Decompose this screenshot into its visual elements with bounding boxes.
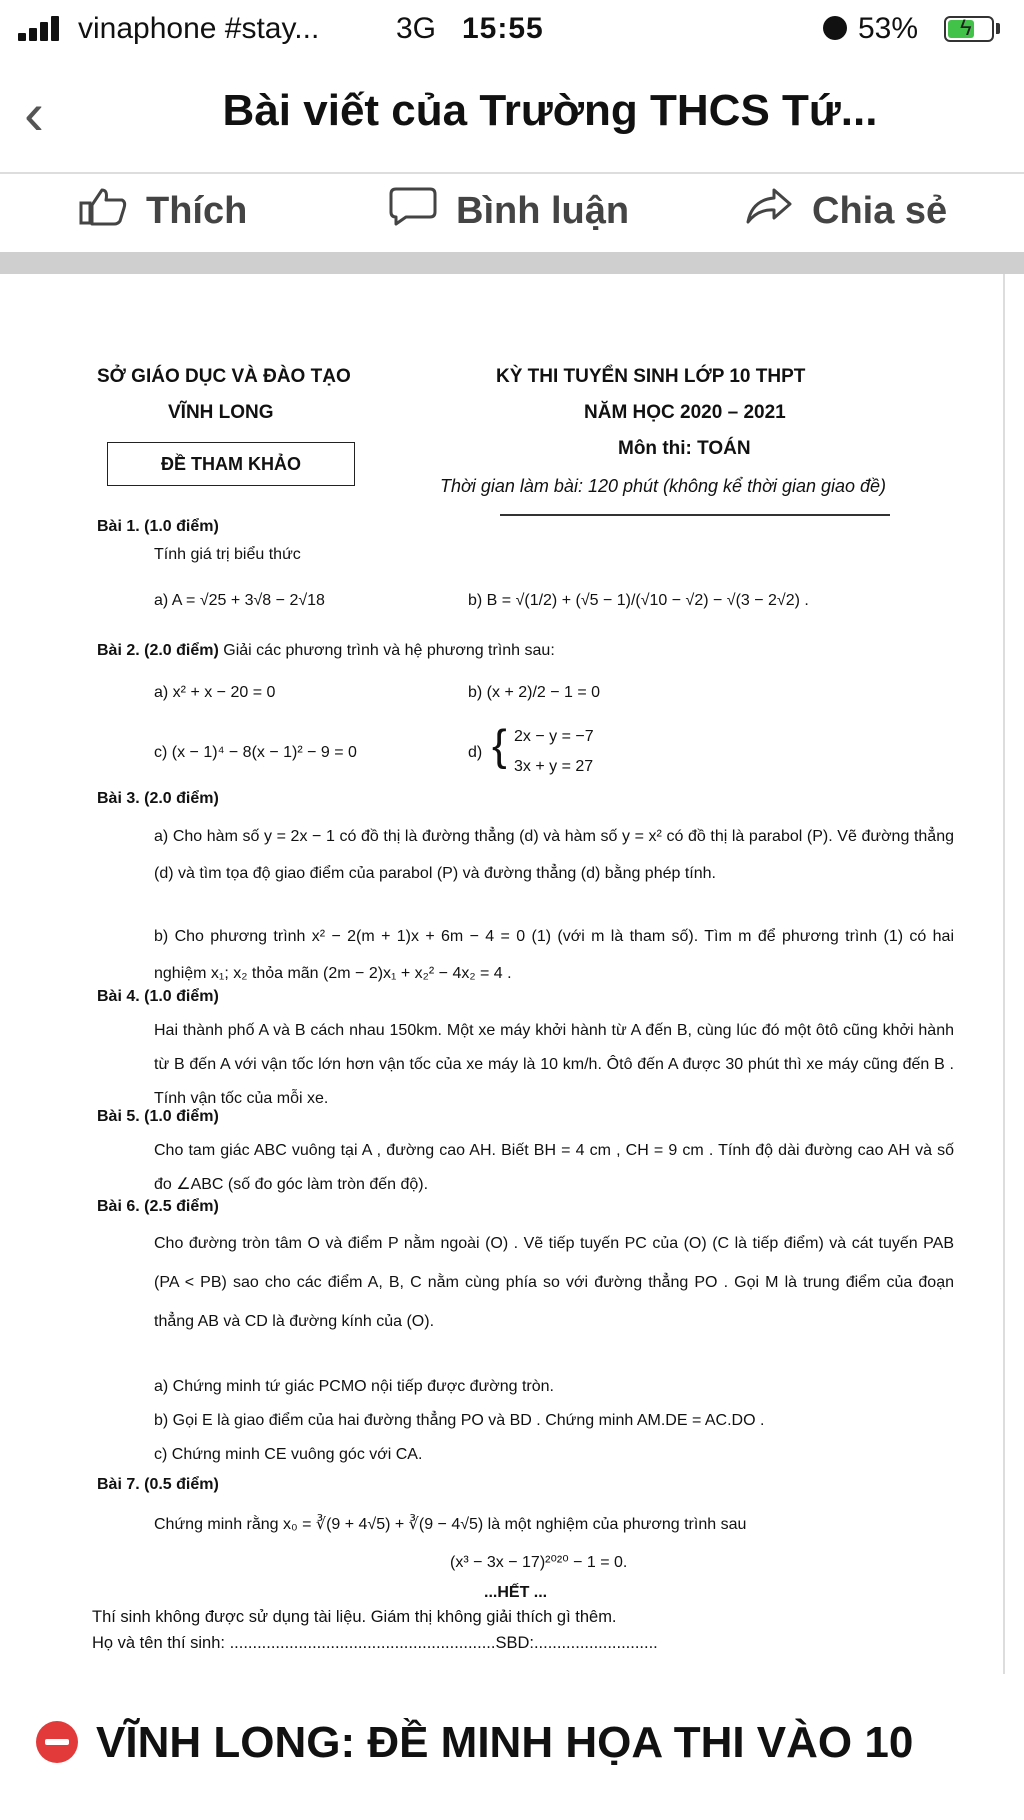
bai7-text: Chứng minh rằng x₀ = ∛(9 + 4√5) + ∛(9 − 4√5) là một nghiệm của phương trình sau — [154, 1516, 747, 1533]
page-title: Bài viết của Trường THCS Tứ... — [222, 86, 878, 135]
bai3-a: a) Cho hàm số y = 2x − 1 có đồ thị là đường thẳng (d) và hàm số y = x² có đồ thị là parabol (P). Vẽ đường thẳng (d) và tìm tọa độ giao điểm của parabol (P) và đường thẳng (d) bằng phép tính. — [154, 828, 954, 882]
end-mark: ...HẾT ... — [484, 1584, 548, 1601]
carrier-name: vinaphone #stay... — [78, 12, 320, 45]
subject: Môn thi: TOÁN — [618, 438, 751, 459]
bai6-b: b) Gọi E là giao điểm của hai đường thẳng PO và BD . Chứng minh AM.DE = AC.DO . — [154, 1412, 765, 1429]
chevron-left-icon[interactable]: ‹ — [24, 80, 44, 147]
bai6-c: c) Chứng minh CE vuông góc với CA. — [154, 1446, 423, 1463]
share-label: Chia sẻ — [812, 189, 948, 232]
speech-bubble-icon — [388, 186, 438, 236]
bai6-a: a) Chứng minh tứ giác PCMO nội tiếp được đường tròn. — [154, 1378, 554, 1395]
bai2-b: b) (x + 2)/2 − 1 = 0 — [468, 684, 601, 701]
time-allowed: Thời gian làm bài: 120 phút (không kể thời gian giao đề) — [440, 476, 887, 496]
stop-sign-icon — [36, 1721, 78, 1763]
post-heading — [36, 1718, 913, 1768]
exam-note: Thí sinh không được sử dụng tài liệu. Giám thị không giải thích gì thêm. — [92, 1608, 617, 1626]
post-heading-text: VĨNH LONG: ĐỀ MINH HỌA THI VÀO 10 — [96, 1718, 914, 1767]
bai2-c: c) (x − 1)⁴ − 8(x − 1)² − 9 = 0 — [154, 744, 357, 761]
dept-line: SỞ GIÁO DỤC VÀ ĐÀO TẠO — [97, 366, 351, 387]
bai4-title: Bài 4. (1.0 điểm) — [97, 988, 219, 1005]
school-year: NĂM HỌC 2020 – 2021 — [584, 402, 786, 423]
brace: { — [492, 721, 507, 770]
bai2-line — [97, 642, 555, 660]
province-line: VĨNH LONG — [168, 402, 274, 423]
bai7-title: Bài 7. (0.5 điểm) — [97, 1476, 219, 1493]
battery-tip — [996, 23, 1000, 34]
bai6-title: Bài 6. (2.5 điểm) — [97, 1198, 219, 1215]
alarm-icon — [823, 16, 847, 40]
bai2-a: a) x² + x − 20 = 0 — [154, 684, 276, 701]
bai1-b: b) B = √(1/2) + (√5 − 1)/(√10 − √2) − √(3 − 2√2) . — [468, 592, 809, 609]
content-separator — [0, 252, 1024, 274]
bai2-d-label: d) — [468, 744, 483, 761]
bai7-equation: (x³ − 3x − 17)²⁰²⁰ − 1 = 0. — [450, 1554, 628, 1571]
bai3-b: b) Cho phương trình x² − 2(m + 1)x + 6m − 4 = 0 (1) (với m là tham số). Tìm m để phương trình (1) có hai nghiệm x₁; x₂ thỏa mãn (2m − 2)x₁ + x₂² − 4x₂ = 4 . — [154, 928, 954, 982]
battery-percent: 53% — [858, 12, 919, 45]
share-button[interactable] — [744, 176, 947, 246]
bai6-text: Cho đường tròn tâm O và điểm P nằm ngoài (O) . Vẽ tiếp tuyến PC của (O) (C là tiếp điểm) và cát tuyến PAB (PA < PB) sao cho các điểm A, B, C nằm cùng phía so với đường thẳng PO . Gọi M là trung điểm của đoạn thẳng AB và CD là đường kính của (O). — [154, 1235, 954, 1330]
comment-label: Bình luận — [456, 189, 630, 232]
header-divider — [0, 172, 1024, 174]
like-button[interactable] — [78, 176, 247, 246]
exam-name: KỲ THI TUYỂN SINH LỚP 10 THPT — [496, 366, 806, 387]
header-underline — [500, 514, 890, 516]
bai5-title: Bài 5. (1.0 điểm) — [97, 1108, 219, 1125]
clock: 15:55 — [462, 12, 544, 45]
bai4-text: Hai thành phố A và B cách nhau 150km. Một xe máy khởi hành từ A đến B, cùng lúc đó một ôtô cũng khởi hành từ B đến A với vận tốc lớn hơn vận tốc của xe máy là 10 km/h. Ôtô đến A được 30 phút thì xe máy cũng đến B . Tính vận tốc của mỗi xe. — [154, 1022, 954, 1107]
status-bar — [0, 0, 1024, 62]
candidate-line: Họ và tên thí sinh: ..........................................................SBD:........................... — [92, 1634, 658, 1652]
bai3-title: Bài 3. (2.0 điểm) — [97, 790, 219, 807]
document-edge — [1003, 274, 1005, 1674]
network-type: 3G — [396, 12, 437, 45]
bai5-text: Cho tam giác ABC vuông tại A , đường cao AH. Biết BH = 4 cm , CH = 9 cm . Tính độ dài đường cao AH và số đo ∠ABC (số đo góc làm tròn đến độ). — [154, 1142, 954, 1193]
bai1-a: a) A = √25 + 3√8 − 2√18 — [154, 592, 325, 609]
signal-bars-icon — [18, 16, 62, 41]
bai2-d1: 2x − y = −7 — [514, 728, 594, 745]
bai2-title: Bài 2. (2.0 điểm) — [97, 642, 219, 659]
bai2-intro: Giải các phương trình và hệ phương trình sau: — [223, 642, 555, 659]
share-arrow-icon — [744, 186, 794, 236]
bai2-d2: 3x + y = 27 — [514, 758, 594, 775]
bai1-title: Bài 1. (1.0 điểm) — [97, 518, 219, 535]
comment-button[interactable] — [388, 176, 629, 246]
reference-box: ĐỀ THAM KHẢO — [107, 442, 355, 486]
like-label: Thích — [146, 189, 248, 232]
bai1-intro: Tính giá trị biểu thức — [154, 546, 301, 563]
thumbs-up-icon — [78, 186, 128, 236]
battery-charging-icon: ϟ — [944, 16, 994, 42]
